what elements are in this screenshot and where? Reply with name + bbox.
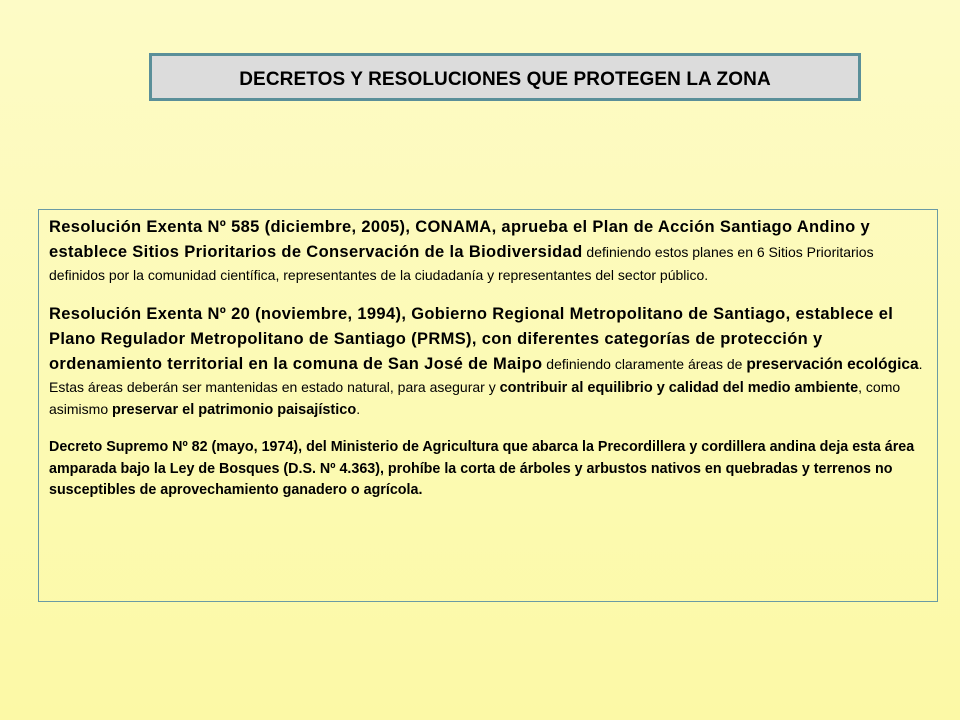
title-box — [149, 53, 861, 101]
resolucion-20-text-2: . Estas áreas deberán ser mantenidas en estado natural, para asegurar y — [49, 356, 923, 395]
resolucion-20-emphasis-1: preservación ecológica — [746, 356, 919, 373]
resolucion-20-text-1: definiendo claramente áreas de — [542, 356, 747, 372]
page-title: DECRETOS Y RESOLUCIONES QUE PROTEGEN LA ZONA — [239, 69, 771, 90]
content-box — [38, 209, 938, 602]
resolucion-20-emphasis-3: preservar el patrimonio paisajístico — [112, 402, 357, 418]
resolucion-20-text-3: , como asimismo — [49, 379, 901, 417]
paragraph-decreto-82: Decreto Supremo Nº 82 (mayo, 1974), del Ministerio de Agricultura que abarca la Precordillera y cordillera andina deja esta área amparada bajo la Ley de Bosques (D.S. Nº 4.363), prohíbe la corta de árboles y arbustos nativos en quebradas y terrenos no susceptibles de aprovechamiento ganadero o agrícola. — [49, 439, 915, 498]
resolucion-20-emphasis-2: contribuir al equilibrio y calidad del medio ambiente — [499, 380, 859, 396]
paragraph-resolucion-585 — [49, 215, 929, 286]
paragraph-resolucion-20 — [49, 302, 929, 421]
resolucion-585-text: definiendo estos planes en 6 Sitios Prioritarios definidos por la comunidad científica, representantes de la ciudadanía y representantes del sector público. — [49, 244, 874, 283]
resolucion-20-heading: Resolución Exenta Nº 20 (noviembre, 1994), Gobierno Regional Metropolitano de Santiago, establece el Plano Regulador Metropolitano de Santiago (PRMS), con diferentes categorías de protección y ordenamiento territorial en la comuna de San José de Maipo — [49, 305, 894, 373]
resolucion-585-heading: Resolución Exenta Nº 585 (diciembre, 2005), CONAMA, aprueba el Plan de Acción Santiago Andino y establece Sitios Prioritarios de Conservación de la Biodiversidad — [49, 218, 871, 261]
resolucion-20-text-4: . — [356, 401, 361, 417]
